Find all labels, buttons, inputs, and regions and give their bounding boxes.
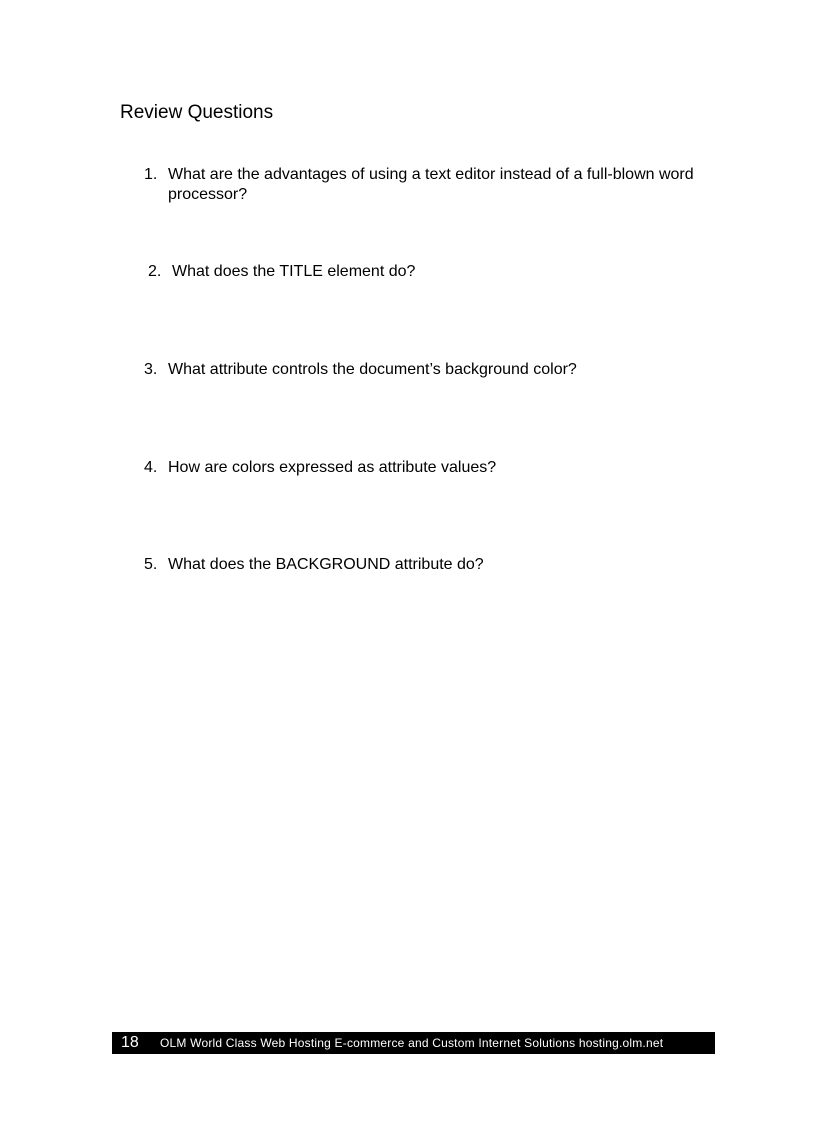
footer-text: OLM World Class Web Hosting E-commerce and Custom Internet Solutions hosting.olm.net — [160, 1036, 664, 1050]
question-number: 2. — [148, 263, 162, 280]
question-text: What are the advantages of using a text editor instead of a full-blown word processor? — [168, 166, 694, 203]
question-item — [148, 262, 708, 282]
question-text: What does the TITLE element do? — [172, 263, 416, 280]
question-number: 3. — [144, 361, 158, 378]
page-footer — [112, 1032, 715, 1054]
question-item — [144, 360, 704, 380]
question-number: 4. — [144, 459, 158, 476]
page-heading: Review Questions — [120, 102, 274, 123]
question-text: What attribute controls the document’s background color? — [168, 361, 577, 378]
question-text: What does the BACKGROUND attribute do? — [168, 556, 484, 573]
question-number: 1. — [144, 166, 158, 183]
question-item — [144, 555, 704, 575]
question-item — [144, 458, 704, 478]
question-number: 5. — [144, 556, 158, 573]
page-number: 18 — [121, 1034, 139, 1051]
question-text: How are colors expressed as attribute values? — [168, 459, 497, 476]
question-item — [144, 165, 704, 205]
